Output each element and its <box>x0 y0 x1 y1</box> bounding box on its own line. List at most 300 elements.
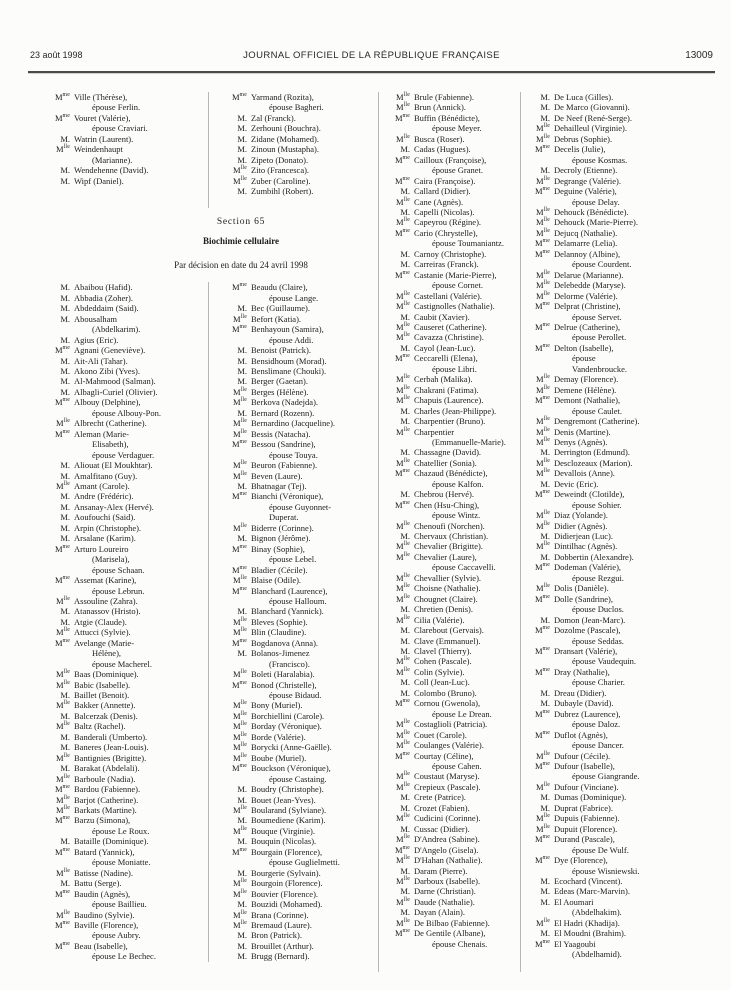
honorific: M. <box>400 886 410 897</box>
list-entry: M. Abousalham (Abdelkarim). <box>44 314 208 335</box>
list-entry: M. Andre (Frédéric). <box>44 491 208 501</box>
honorific: M. <box>60 365 70 376</box>
entry-continuation: (Abdelhakim). <box>572 907 622 918</box>
honorific: $M^{me}$ <box>534 489 550 500</box>
list-entry: M. Atanassov (Hristo). <box>44 606 208 616</box>
list-entry: $M^{lle}$ Busca (Roser). <box>384 134 520 144</box>
entry-continuation: épouse Giangrande. <box>572 771 640 782</box>
list-entry: M. Derrington (Edmund). <box>524 447 725 457</box>
entry-continuation: épouse Duclos. <box>572 604 624 615</box>
list-entry: $M^{lle}$ Demay (Florence). <box>524 374 725 384</box>
list-entry: $M^{me}$ Dufour (Isabelle), épouse Giangrande. <box>524 761 725 782</box>
list-entry: M. Abbadia (Zoher). <box>44 293 208 303</box>
honorific: M. <box>237 144 247 155</box>
honorific: $M^{lle}$ <box>536 269 550 280</box>
list-entry: M. Devic (Eric). <box>524 479 725 489</box>
honorific: M. <box>400 206 410 217</box>
list-entry: $M^{me}$ Yarmand (Rozita), épouse Bagheri. <box>221 92 378 113</box>
list-entry: M. Ansanay-Alex (Hervé). <box>44 502 208 512</box>
honorific: $M^{lle}$ <box>396 374 410 385</box>
list-entry: M. Boumediene (Karim). <box>221 815 378 825</box>
list-entry: $M^{lle}$ Biderre (Corinne). <box>221 523 378 533</box>
list-entry: M. Zipeto (Donato). <box>221 155 378 165</box>
honorific: M. <box>237 815 247 826</box>
list-entry: M. Bensidhoum (Morad). <box>221 356 378 366</box>
honorific: $M^{lle}$ <box>396 593 410 604</box>
honorific: $M^{lle}$ <box>536 374 550 385</box>
honorific: M. <box>237 345 247 356</box>
list-entry: M. Wipf (Daniel). <box>44 176 208 186</box>
honorific: $M^{me}$ <box>54 112 70 123</box>
honorific: M. <box>400 248 410 259</box>
honorific: M. <box>60 512 70 523</box>
honorific: M. <box>60 533 70 544</box>
honorific: $M^{lle}$ <box>536 750 550 761</box>
list-entry: $M^{me}$ Baudin (Agnès), épouse Baillieu. <box>44 889 208 910</box>
honorific: $M^{me}$ <box>231 543 247 554</box>
honorific: $M^{lle}$ <box>56 752 70 763</box>
list-entry: $M^{lle}$ Beven (Laure). <box>221 471 378 481</box>
honorific: $M^{lle}$ <box>233 397 247 408</box>
honorific: $M^{me}$ <box>534 938 550 949</box>
honorific: $M^{lle}$ <box>233 627 247 638</box>
honorific: M. <box>60 334 70 345</box>
honorific: $M^{lle}$ <box>233 825 247 836</box>
honorific: $M^{lle}$ <box>396 614 410 625</box>
list-entry: $M^{lle}$ Cerbah (Malika). <box>384 374 520 384</box>
list-entry: $M^{lle}$ Dufour (Vinciane). <box>524 782 725 792</box>
honorific: $M^{me}$ <box>54 815 70 826</box>
list-entry: $M^{me}$ Dodeman (Valérie), épouse Rezgui. <box>524 562 725 583</box>
honorific: $M^{lle}$ <box>396 781 410 792</box>
honorific: $M^{lle}$ <box>233 460 247 471</box>
honorific: $M^{lle}$ <box>56 805 70 816</box>
honorific: M. <box>60 165 70 176</box>
list-entry: $M^{lle}$ Zito (Francesca). <box>221 165 378 175</box>
list-entry: $M^{me}$ Benhayoun (Samira), épouse Addi. <box>221 324 378 345</box>
list-entry: $M^{lle}$ Degrange (Valérie). <box>524 176 725 186</box>
list-entry: $M^{lle}$ Darboux (Isabelle). <box>384 876 520 886</box>
list-entry: $M^{lle}$ Cudicini (Corinne). <box>384 813 520 823</box>
list-entry: $M^{lle}$ Berkova (Nadejda). <box>221 397 378 407</box>
list-entry: $M^{lle}$ Dupuit (Florence). <box>524 824 725 834</box>
honorific: $M^{me}$ <box>54 637 70 648</box>
honorific: $M^{me}$ <box>394 112 410 123</box>
honorific: $M^{lle}$ <box>536 583 550 594</box>
list-entry: M. Zidane (Mohamed). <box>221 134 378 144</box>
honorific: M. <box>237 951 247 962</box>
honorific: $M^{lle}$ <box>56 867 70 878</box>
entry-continuation: épouse Bidaud. <box>269 690 322 701</box>
honorific: M. <box>400 792 410 803</box>
section-label: Section 65 <box>216 217 266 227</box>
list-entry: M. Watrin (Laurent). <box>44 134 208 144</box>
list-entry: M. Bouquin (Nicolas). <box>221 836 378 846</box>
honorific: M. <box>237 355 247 366</box>
honorific: M. <box>400 865 410 876</box>
honorific: $M^{me}$ <box>231 92 247 102</box>
honorific: $M^{lle}$ <box>233 522 247 533</box>
honorific: $M^{lle}$ <box>536 227 550 238</box>
list-entry: $M^{me}$ De Gentile (Albane), épouse Chenais. <box>384 928 520 949</box>
entry-continuation: épouse Granet. <box>432 165 483 176</box>
honorific: $M^{me}$ <box>231 282 247 293</box>
entry-continuation: (Emmanuelle-Marie). <box>432 436 506 447</box>
list-entry: M. Duprat (Fabrice). <box>524 803 725 813</box>
list-entry: M. Bron (Patrick). <box>221 930 378 940</box>
honorific: $M^{me}$ <box>534 834 550 845</box>
honorific: $M^{lle}$ <box>396 740 410 751</box>
page-header <box>30 50 713 61</box>
honorific: M. <box>60 501 70 512</box>
honorific: $M^{lle}$ <box>396 321 410 332</box>
honorific: M. <box>400 342 410 353</box>
list-entry: $M^{me}$ El Yaagoubi (Abdelhamid). <box>524 939 725 960</box>
honorific: $M^{lle}$ <box>233 386 247 397</box>
honorific: M. <box>237 930 247 941</box>
honorific: $M^{lle}$ <box>56 418 70 429</box>
list-entry: $M^{lle}$ Dehouck (Marie-Pierre). <box>524 217 725 227</box>
honorific: M. <box>540 102 550 113</box>
list-entry: $M^{lle}$ Castignolles (Nathalie). <box>384 301 520 311</box>
honorific: M. <box>400 259 410 270</box>
honorific: $M^{me}$ <box>394 928 410 939</box>
list-entry: M. Edeas (Marc-Marvin). <box>524 886 725 896</box>
entry-continuation: Elisabeth), <box>92 439 129 450</box>
list-entry: $M^{lle}$ Boularand (Sylviane). <box>221 805 378 815</box>
honorific: $M^{lle}$ <box>56 679 70 690</box>
entry-continuation: épouse Chenais. <box>432 938 488 949</box>
honorific: M. <box>60 710 70 721</box>
list-entry: $M^{lle}$ Blin (Claudine). <box>221 627 378 637</box>
honorific: M. <box>540 92 550 102</box>
list-entry: M. Coll (Jean-Luc). <box>384 677 520 687</box>
honorific: $M^{me}$ <box>54 846 70 857</box>
honorific: $M^{me}$ <box>534 238 550 249</box>
list-entry: $M^{me}$ Dozolme (Pascale), épouse Seddas. <box>524 625 725 646</box>
honorific: M. <box>237 365 247 376</box>
list-entry: $M^{lle}$ Castellani (Valérie). <box>384 291 520 301</box>
list-entry: M. Battu (Serge). <box>44 878 208 888</box>
entry-continuation: épouse Charier. <box>572 677 625 688</box>
list-entry: $M^{lle}$ Didier (Agnès). <box>524 521 725 531</box>
list-entry: $M^{me}$ Bouckson (Véronique), épouse Castaing. <box>221 763 378 784</box>
list-entry: M. Zumbihl (Robert). <box>221 186 378 196</box>
list-entry: $M^{me}$ Avelange (Marie- Hélène), épouse Macherel. <box>44 638 208 669</box>
honorific: $M^{lle}$ <box>536 781 550 792</box>
list-entry: $M^{me}$ Cailloux (Françoise), épouse Granet. <box>384 155 520 176</box>
list-entry: $M^{me}$ Courtay (Céline), épouse Cahen. <box>384 751 520 772</box>
honorific: M. <box>540 928 550 939</box>
list-entry: $M^{lle}$ Charpentier (Emmanuelle-Marie). <box>384 427 520 448</box>
list-entry: $M^{lle}$ Capeyrou (Régine). <box>384 217 520 227</box>
honorific: $M^{me}$ <box>54 888 70 899</box>
list-entry: $M^{lle}$ Barboule (Nadia). <box>44 774 208 784</box>
entry-continuation: épouse Meyer. <box>432 123 482 134</box>
list-entry: M. Al-Mahmood (Salman). <box>44 376 208 386</box>
honorific: $M^{me}$ <box>534 646 550 657</box>
honorific: $M^{lle}$ <box>233 313 247 324</box>
entry-continuation: épouse Delay. <box>572 196 620 207</box>
entry-continuation: épouse Rezgui. <box>572 572 624 583</box>
honorific: M. <box>60 742 70 753</box>
list-entry: $M^{lle}$ Dupuis (Fabienne). <box>524 813 725 823</box>
entry-continuation: (Marisela), <box>92 554 130 565</box>
list-entry: $M^{me}$ Ville (Thérèse), épouse Ferlin. <box>44 92 208 113</box>
list-entry: $M^{lle}$ De Bilbao (Fabienne). <box>384 918 520 928</box>
list-entry: $M^{lle}$ Baltz (Rachel). <box>44 721 208 731</box>
honorific: $M^{me}$ <box>394 844 410 855</box>
list-entry: $M^{me}$ Binay (Sophie), épouse Lebel. <box>221 544 378 565</box>
list-entry: M. Crete (Patrice). <box>384 792 520 802</box>
section-list-left <box>30 282 378 961</box>
list-entry: $M^{me}$ Bardou (Fabienne). <box>44 784 208 794</box>
honorific: $M^{lle}$ <box>396 301 410 312</box>
list-entry: $M^{me}$ Bianchi (Véronique), épouse Guyonnet- Duperat. <box>221 491 378 522</box>
entry-continuation: Duperat. <box>269 512 299 523</box>
honorific: $M^{lle}$ <box>233 616 247 627</box>
honorific: $M^{lle}$ <box>233 669 247 680</box>
honorific: $M^{me}$ <box>534 562 550 573</box>
list-entry: $M^{lle}$ Costaglioli (Patricia). <box>384 719 520 729</box>
entry-continuation: (Francisco). <box>269 658 310 669</box>
honorific: $M^{me}$ <box>534 395 550 406</box>
list-entry: M. El Aoumari (Abdelhakim). <box>524 897 725 918</box>
honorific: M. <box>237 376 247 387</box>
honorific: M. <box>60 731 70 742</box>
honorific: M. <box>540 896 550 907</box>
list-entry: M. Dumas (Dominique). <box>524 792 725 802</box>
honorific: $M^{me}$ <box>54 920 70 930</box>
list-entry: $M^{lle}$ Weindenhaupt (Marianne). <box>44 144 208 165</box>
honorific: M. <box>60 522 70 533</box>
list-entry: $M^{lle}$ Chapuis (Laurence). <box>384 395 520 405</box>
honorific: M. <box>60 690 70 701</box>
honorific: M. <box>60 763 70 774</box>
list-entry: $M^{me}$ Castanie (Marie-Pierre), épouse Cornet. <box>384 270 520 291</box>
entry-continuation: épouse Baillieu. <box>92 899 147 910</box>
list-entry: $M^{lle}$ Boleti (Haralabia). <box>221 669 378 679</box>
honorific: $M^{lle}$ <box>536 123 550 134</box>
entry-continuation: (Abdelkarim). <box>92 324 141 335</box>
list-entry: M. Dreau (Didier). <box>524 688 725 698</box>
honorific: M. <box>237 133 247 144</box>
honorific: $M^{me}$ <box>394 175 410 186</box>
honorific: M. <box>540 447 550 458</box>
list-entry: $M^{lle}$ Cavazza (Christine). <box>384 332 520 342</box>
list-entry: $M^{me}$ Dye (Florence), épouse Wisniewski. <box>524 855 725 876</box>
list-entry: $M^{me}$ Agnani (Geneviève). <box>44 345 208 355</box>
entry-continuation: Hélène), <box>92 648 122 659</box>
honorific: M. <box>60 313 70 324</box>
honorific: $M^{lle}$ <box>396 813 410 824</box>
list-entry: M. Arsalane (Karim). <box>44 533 208 543</box>
entry-continuation: (Abdelhamid). <box>572 949 622 960</box>
list-entry: $M^{lle}$ Bouque (Virginie). <box>221 826 378 836</box>
entry-continuation: épouse Bagheri. <box>269 102 324 113</box>
honorific: $M^{lle}$ <box>536 436 550 447</box>
honorific: M. <box>400 604 410 615</box>
list-entry: M. Wendehenne (David). <box>44 165 208 175</box>
list-entry: M. Didierjean (Luc). <box>524 531 725 541</box>
honorific: $M^{lle}$ <box>396 855 410 866</box>
list-entry: $M^{lle}$ El Hadri (Khadija). <box>524 918 725 928</box>
entry-continuation: (Marianne). <box>92 154 133 165</box>
entry-continuation: épouse Castaing. <box>269 773 327 784</box>
list-entry: $M^{me}$ Caira (Françoise). <box>384 176 520 186</box>
journal-title: JOURNAL OFFICIEL DE LA RÉPUBLIQUE FRANÇAISE <box>243 50 500 61</box>
list-entry: $M^{me}$ Bonod (Christelle), épouse Bidaud. <box>221 680 378 701</box>
honorific: M. <box>237 794 247 805</box>
list-entry: $M^{lle}$ Colin (Sylvie). <box>384 667 520 677</box>
list-entry: $M^{lle}$ D'Andrea (Sabine). <box>384 834 520 844</box>
list-entry: M. Agius (Eric). <box>44 335 208 345</box>
list-entry: $M^{lle}$ Borchiellini (Carole). <box>221 711 378 721</box>
honorific: M. <box>237 648 247 659</box>
list-entry: $M^{lle}$ Bouvier (Florence). <box>221 889 378 899</box>
list-entry: $M^{lle}$ Assouline (Zahra). <box>44 596 208 606</box>
honorific: M. <box>540 698 550 709</box>
honorific: M. <box>400 416 410 427</box>
honorific: $M^{me}$ <box>394 468 410 479</box>
list-entry: M. Blanchard (Yannick). <box>221 606 378 616</box>
list-entry: $M^{lle}$ Attucci (Sylvie). <box>44 627 208 637</box>
list-entry: $M^{me}$ Duflot (Agnès), épouse Dancer. <box>524 730 725 751</box>
entry-continuation: épouse Le Drean. <box>432 708 492 719</box>
honorific: $M^{lle}$ <box>56 144 70 155</box>
honorific: M. <box>237 606 247 617</box>
list-entry: $M^{lle}$ Befort (Katia). <box>221 314 378 324</box>
list-entry: $M^{lle}$ Beuron (Fabienne). <box>221 460 378 470</box>
list-entry: $M^{lle}$ Brun (Annick). <box>384 102 520 112</box>
honorific: M. <box>237 154 247 165</box>
list-entry: $M^{me}$ Assemat (Karine), épouse Lebrun. <box>44 575 208 596</box>
list-entry: M. Abaibou (Hafid). <box>44 282 208 292</box>
list-entry: $M^{me}$ Dransart (Valérie), épouse Vaudequin. <box>524 646 725 667</box>
honorific: $M^{lle}$ <box>233 742 247 753</box>
list-entry: M. Capelli (Nicolas). <box>384 207 520 217</box>
honorific: M. <box>400 447 410 458</box>
honorific: $M^{me}$ <box>231 637 247 648</box>
list-entry: M. Zal (Franck). <box>221 113 378 123</box>
list-entry: $M^{lle}$ Boube (Muriel). <box>221 753 378 763</box>
list-entry: M. Barakat (Abdelali). <box>44 763 208 773</box>
list-entry: $M^{me}$ Chazaud (Bénédicte), épouse Kalfon. <box>384 468 520 489</box>
list-entry: $M^{lle}$ Cane (Agnès). <box>384 197 520 207</box>
list-entry: $M^{lle}$ Borde (Valérie). <box>221 732 378 742</box>
honorific: M. <box>60 470 70 481</box>
entry-continuation: épouse Lebrun. <box>92 585 145 596</box>
entry-continuation: épouse Cornet. <box>432 280 483 291</box>
honorific: M. <box>400 823 410 834</box>
honorific: $M^{lle}$ <box>396 572 410 583</box>
list-entry: $M^{lle}$ Dehouck (Bénédicte). <box>524 207 725 217</box>
honorific: M. <box>540 112 550 123</box>
honorific: $M^{me}$ <box>534 248 550 259</box>
entry-continuation: épouse Le Roux. <box>92 825 150 836</box>
list-entry: M. Cadas (Hugues). <box>384 144 520 154</box>
list-entry: $M^{lle}$ Delarue (Marianne). <box>524 270 725 280</box>
honorific: $M^{lle}$ <box>536 823 550 834</box>
honorific: $M^{lle}$ <box>396 520 410 531</box>
list-entry: M. Arpin (Christophe). <box>44 523 208 533</box>
list-entry: $M^{me}$ Blanchard (Laurence), épouse Halloum. <box>221 586 378 607</box>
honorific: $M^{me}$ <box>394 750 410 761</box>
honorific: $M^{lle}$ <box>396 133 410 144</box>
honorific: $M^{lle}$ <box>396 771 410 782</box>
list-entry: M. Bolanos-Jimenez (Francisco). <box>221 648 378 669</box>
list-entry: $M^{lle}$ Cohen (Pascale). <box>384 656 520 666</box>
list-entry: M. Balcerzak (Denis). <box>44 711 208 721</box>
list-entry: $M^{lle}$ Borday (Véronique). <box>221 721 378 731</box>
honorific: $M^{me}$ <box>534 186 550 197</box>
honorific: $M^{lle}$ <box>536 175 550 186</box>
list-entry: $M^{me}$ Cario (Chrystelle), épouse Toumaniantz. <box>384 228 520 249</box>
list-entry: M. Bouzidi (Mohamed). <box>221 899 378 909</box>
entry-continuation: Vandenbroucke. <box>572 363 627 374</box>
honorific: $M^{lle}$ <box>56 480 70 491</box>
honorific: $M^{lle}$ <box>56 669 70 680</box>
honorific: M. <box>400 802 410 813</box>
list-entry: M. Chebrou (Hervé). <box>384 489 520 499</box>
honorific: $M^{lle}$ <box>536 457 550 468</box>
list-entry: $M^{lle}$ Chevalier (Laure), épouse Caccavelli. <box>384 552 520 573</box>
honorific: $M^{lle}$ <box>233 418 247 429</box>
entry-continuation: épouse Guglielmetti. <box>269 857 340 868</box>
list-entry: $M^{lle}$ Chenoufi (Norchen). <box>384 521 520 531</box>
honorific: $M^{me}$ <box>231 679 247 690</box>
honorific: $M^{lle}$ <box>396 426 410 437</box>
list-entry: $M^{lle}$ Delorme (Valérie). <box>524 291 725 301</box>
honorific: M. <box>60 133 70 144</box>
honorific: $M^{lle}$ <box>233 909 247 920</box>
list-entry: M. Zerhouni (Bouchra). <box>221 123 378 133</box>
list-entry: $M^{lle}$ Couet (Carole). <box>384 730 520 740</box>
list-entry: $M^{lle}$ Dehailleul (Virginie). <box>524 123 725 133</box>
section-decision: Par décision en date du 24 avril 1998 <box>174 259 308 270</box>
honorific: M. <box>237 533 247 544</box>
list-entry: M. Caubit (Xavier). <box>384 312 520 322</box>
list-entry: M. Ait-Ali (Tahar). <box>44 356 208 366</box>
list-entry: M. Aoufouchi (Said). <box>44 512 208 522</box>
honorific: $M^{lle}$ <box>233 428 247 439</box>
list-entry: M. Bec (Guillaume). <box>221 303 378 313</box>
honorific: $M^{me}$ <box>54 543 70 554</box>
honorific: M. <box>540 687 550 698</box>
honorific: $M^{lle}$ <box>536 468 550 479</box>
honorific: M. <box>540 792 550 803</box>
column-2-main <box>208 282 378 961</box>
honorific: $M^{lle}$ <box>536 217 550 228</box>
list-entry: M. Zinoun (Mustapha). <box>221 144 378 154</box>
list-entry: $M^{lle}$ Brana (Corinne). <box>221 910 378 920</box>
list-entry: $M^{lle}$ Delebedde (Maryse). <box>524 280 725 290</box>
honorific: M. <box>540 614 550 625</box>
honorific: $M^{lle}$ <box>233 752 247 763</box>
list-entry: $M^{lle}$ Dintilhac (Agnès). <box>524 541 725 551</box>
honorific: $M^{lle}$ <box>233 731 247 742</box>
honorific: M. <box>60 491 70 502</box>
entry-continuation: épouse Macherel. <box>92 658 152 669</box>
entry-continuation: épouse Sohier. <box>572 499 622 510</box>
entry-continuation: épouse Wintz. <box>432 510 481 521</box>
list-entry: $M^{lle}$ Demene (Hélène). <box>524 385 725 395</box>
list-entry: M. Callard (Didier). <box>384 186 520 196</box>
honorific: $M^{me}$ <box>534 625 550 636</box>
honorific: $M^{lle}$ <box>396 834 410 845</box>
honorific: $M^{me}$ <box>54 92 70 102</box>
column-4 <box>520 92 725 972</box>
